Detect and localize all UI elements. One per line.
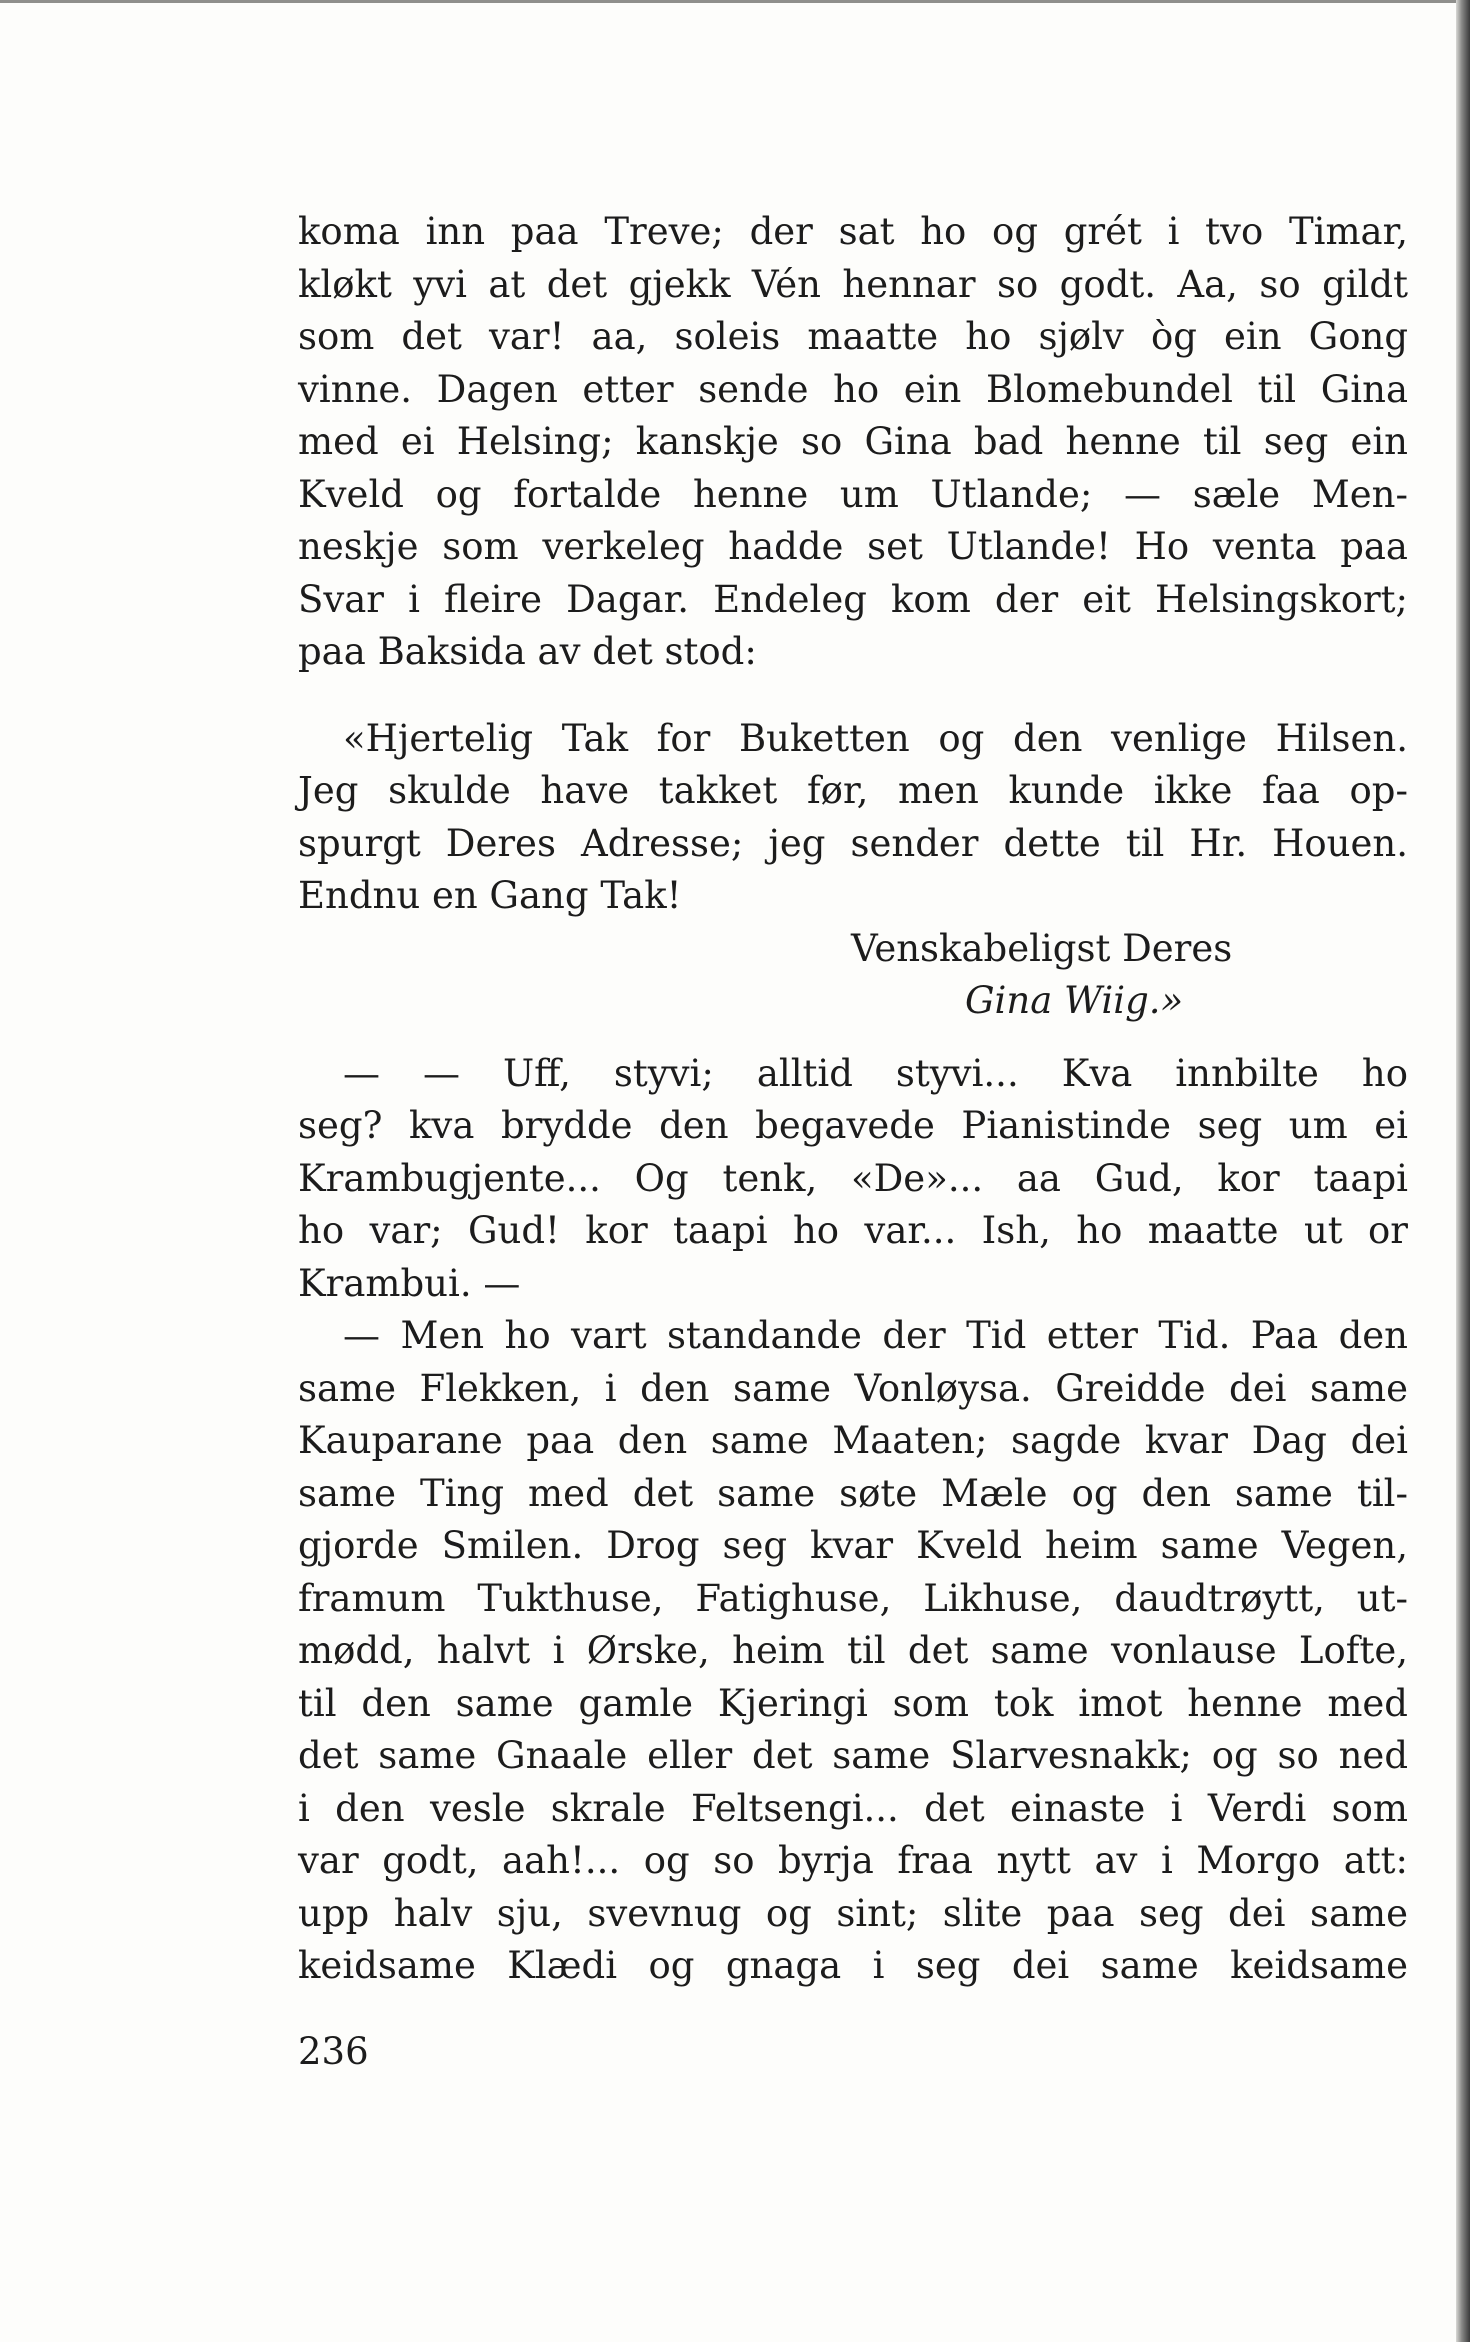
text-line: til den same gamle Kjeringi som tok imot henne med: [298, 1681, 1408, 1725]
text-line: Krambugjente... Og tenk, «De»... aa Gud, kor taapi: [298, 1156, 1408, 1200]
paragraph-3: [298, 1310, 1408, 1993]
page-number: 236: [298, 2030, 369, 2073]
text-line: neskje som verkeleg hadde set Utlande! Ho venta paa: [298, 525, 1408, 568]
text-line: same Flekken, i den same Vonløysa. Greidde dei same: [298, 1366, 1408, 1410]
text-line: ho var; Gud! kor taapi ho var... Ish, ho maatte ut or: [298, 1209, 1408, 1252]
spacer: [298, 679, 1408, 713]
text-line: var godt, aah!... og so byrja fraa nytt av i Morgo att:: [298, 1839, 1408, 1882]
text-line: i den vesle skrale Feltsengi... det einaste i Verdi som: [298, 1786, 1408, 1830]
text-line: Kveld og fortalde henne um Utlande; — sæle Men-: [298, 472, 1408, 516]
spacer: [298, 1028, 1408, 1048]
text-line: upp halv sju, svevnug og sint; slite paa seg dei same: [298, 1891, 1408, 1935]
text-line: Krambui. —: [298, 1261, 521, 1305]
text-line: framum Tukthuse, Fatighuse, Likhuse, daudtrøytt, ut-: [298, 1576, 1408, 1620]
text-line: Endnu en Gang Tak!: [298, 874, 682, 917]
text-line: kløkt yvi at det gjekk Vén hennar so godt. Aa, so gildt: [298, 262, 1408, 306]
text-line: «Hjertelig Tak for Buketten og den venlige Hilsen.: [343, 716, 1408, 760]
text-line: Jeg skulde have takket før, men kunde ikke faa op-: [298, 769, 1408, 812]
text-line: Kauparane paa den same Maaten; sagde kvar Dag dei: [298, 1419, 1408, 1462]
page-top-edge: [0, 0, 1470, 3]
text-line: — — Uff, styvi; alltid styvi... Kva innbilte ho: [343, 1051, 1408, 1095]
letter-closing: Venskabeligst Deres: [851, 926, 1233, 970]
text-line: same Ting med det same søte Mæle og den same til-: [298, 1471, 1408, 1515]
text-line: seg? kva brydde den begavede Pianistinde seg um ei: [298, 1104, 1408, 1147]
text-line: mødd, halvt i Ørske, heim til det same vonlause Lofte,: [298, 1629, 1408, 1672]
page-binding-edge: [1456, 0, 1470, 2342]
letter-signature: Gina Wiig.»: [965, 979, 1184, 1022]
quoted-letter: [298, 713, 1408, 1028]
paragraph-2: [298, 1048, 1408, 1311]
text-line: gjorde Smilen. Drog seg kvar Kveld heim same Vegen,: [298, 1524, 1408, 1567]
text-line: Svar i fleire Dagar. Endeleg kom der eit Helsingskort;: [298, 577, 1408, 621]
text-line: paa Baksida av det stod:: [298, 630, 757, 673]
text-line: med ei Helsing; kanskje so Gina bad henne til seg ein: [298, 420, 1408, 463]
text-line: som det var! aa, soleis maatte ho sjølv òg ein Gong: [298, 315, 1408, 358]
text-line: spurgt Deres Adresse; jeg sender dette til Hr. Houen.: [298, 821, 1408, 865]
text-line: det same Gnaale eller det same Slarvesnakk; og so ned: [298, 1734, 1408, 1777]
text-line: vinne. Dagen etter sende ho ein Blomebundel til Gina: [298, 367, 1408, 411]
text-line: keidsame Klædi og gnaga i seg dei same keidsame: [298, 1944, 1408, 1987]
text-line: koma inn paa Treve; der sat ho og grét i tvo Timar,: [298, 210, 1408, 253]
text-line: — Men ho vart standande der Tid etter Tid. Paa den: [343, 1314, 1408, 1357]
paragraph-1: [298, 206, 1408, 679]
body-text: [298, 206, 1408, 1993]
